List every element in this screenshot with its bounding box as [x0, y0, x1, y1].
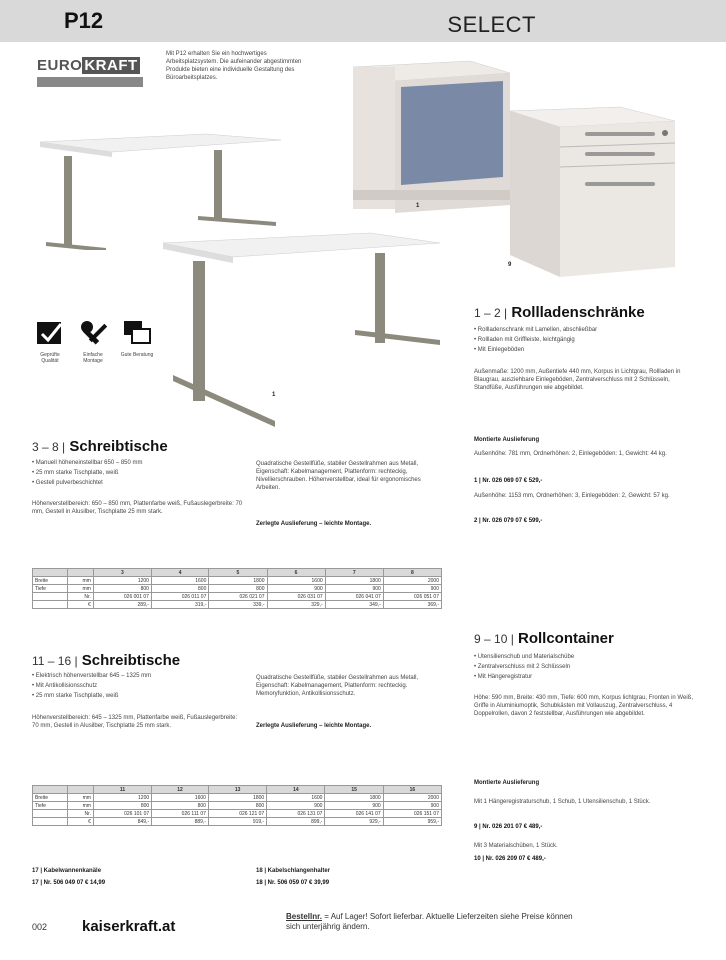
- table-row: Breite mm 1200 1600 1800 1600 1800 2000: [33, 577, 442, 585]
- bullet-item: • Elektrisch höhenverstellbar 645 – 1325 mm: [32, 671, 242, 681]
- table-row: Tiefe mm 800 800 800 900 900 900: [33, 802, 442, 810]
- page-header: [0, 0, 726, 42]
- rolladen-item2-order: 2 | Nr. 026 079 07 € 599,-: [474, 518, 543, 524]
- bullet-item: • Zentralverschluss mit 2 Schlüsseln: [474, 662, 694, 672]
- bullet-item: • Rollladen mit Griffleiste, leichtgängig: [474, 335, 694, 345]
- bullet-item: • Rollladenschrank mit Lamellen, abschließbar: [474, 325, 694, 335]
- table-row: Tiefe mm 800 800 800 900 900 900: [33, 585, 442, 593]
- table-header-row: 11 12 13 14 15 16: [33, 786, 442, 794]
- section-title-rollcontainer: [474, 630, 614, 647]
- section-number: 1 – 2 |: [474, 306, 508, 320]
- accessory2-label: 18 | Kabelschlangenhalter: [256, 868, 331, 874]
- series-name: SELECT: [447, 12, 536, 37]
- section-title-desk1: [32, 438, 168, 455]
- feature-label: Geprüfte Qualität: [40, 352, 60, 364]
- desk2-delivery: Zerlegte Auslieferung – leichte Montage.: [256, 723, 372, 729]
- product-line-code: P12: [64, 8, 104, 33]
- desk2-spec-table: [32, 785, 442, 826]
- rollcontainer-description: Höhe: 590 mm, Breite: 430 mm, Tiefe: 600 mm, Korpus lichtgrau, Fronten in Weiß, Griffe in Aluminiumoptik, Schubkästen mit Vollauszug, Zentralverschluss, 4 Doppelrollen, davon 2 feststellbar, Ausführungen wie abgebildet.: [474, 695, 693, 717]
- accessory1-label: 17 | Kabelwannenkanäle: [32, 868, 102, 874]
- desk2-description: Höhenverstellbereich: 645 – 1325 mm, Plattenfarbe weiß, Fußauslegerbreite: 70 mm, Gestell in Alusilber, Tischplatte 25 mm stark.: [32, 715, 238, 729]
- chat-icon: [122, 318, 152, 348]
- bullet-item: • 25 mm starke Tischplatte, weiß: [32, 468, 242, 478]
- bullet-item: • Gestell pulverbeschichtet: [32, 478, 242, 488]
- logo-text-part2: KRAFT: [84, 57, 138, 74]
- accessory1-order: 17 | Nr. 506 049 07 € 14,99: [32, 880, 106, 886]
- rolladen-description: Außenmaße: 1200 mm, Außentiefe 440 mm, Korpus in Lichtgrau, Rollladen in Blaugrau, ausziehbare Einlegeböden, Zentralverschluss mit 2 Schlüsseln, Standfüße, Ausführungen wie abgebildet.: [474, 369, 681, 391]
- rolladen-item1-text: Außenhöhe: 781 mm, Ordnerhöhen: 2, Einlegeböden: 1, Gewicht: 44 kg.: [474, 451, 667, 457]
- bullet-item: • Mit Antikollisionsschutz: [32, 681, 242, 691]
- feature-tools: [75, 318, 111, 364]
- table-row: Breite mm 1200 1600 1800 1600 1800 2000: [33, 794, 442, 802]
- rollcontainer-bullets: [474, 652, 694, 682]
- desk1-spec-table: [32, 568, 442, 609]
- rolladen-item2-text: Außenhöhe: 1153 mm, Ordnerhöhen: 3, Einlegeböden: 2, Gewicht: 57 kg.: [474, 493, 670, 499]
- table-row: Nr. 026 101 07 026 111 07 026 121 07 026 131 07 026 141 07 026 151 07: [33, 810, 442, 818]
- section-heading: Rollcontainer: [518, 630, 614, 647]
- rollcontainer-delivery-label: Montierte Auslieferung: [474, 780, 540, 786]
- bullet-item: • 25 mm starke Tischplatte, weiß: [32, 691, 242, 701]
- bullet-item: • Utensilienschub und Materialschübe: [474, 652, 694, 662]
- brand-logo: [34, 53, 146, 93]
- feature-quality: [32, 318, 68, 364]
- table-row: € 289,- 319,- 339,- 329,- 349,- 369,-: [33, 601, 442, 609]
- section-heading: Schreibtische: [69, 438, 168, 455]
- cabinet-image-label: 1: [416, 203, 420, 209]
- section-heading: Rollladenschränke: [511, 304, 645, 321]
- feature-label: Gute Beratung: [120, 352, 154, 358]
- tools-icon: [78, 318, 108, 348]
- rolladen-delivery-label: Montierte Auslieferung: [474, 437, 540, 443]
- footer-url[interactable]: kaiserkraft.at: [82, 918, 176, 935]
- desk1-bullets: [32, 458, 242, 488]
- bullet-item: • Mit Einlegeböden: [474, 345, 694, 355]
- note-brand: Bestellnr.: [286, 912, 323, 921]
- section-heading: Schreibtische: [81, 652, 181, 669]
- feature-label: Einfache Montage: [83, 352, 103, 364]
- section-title-desk2: [32, 652, 180, 669]
- rollcontainer-item2-order: 10 | Nr. 026 209 07 € 489,-: [474, 856, 546, 862]
- logo-text-part1: EURO: [37, 57, 83, 74]
- desk1-description: Höhenverstellbereich: 650 – 850 mm, Plattenfarbe weiß, Fußauslegerbreite: 70 mm, Gestell in Alusilber, Tischplatte 25 mm stark.: [32, 501, 243, 515]
- feature-chat: [119, 318, 155, 358]
- desk2-bullets: [32, 671, 242, 701]
- section-number: 3 – 8 |: [32, 440, 66, 454]
- note-text: = Auf Lager! Sofort lieferbar. Aktuelle Lieferzeiten siehe Preise können sich unterjährig ändern.: [286, 912, 573, 931]
- section-number: 9 – 10 |: [474, 632, 514, 646]
- rolladen-bullets: [474, 325, 694, 355]
- rollcontainer-item2-text: Mit 3 Materialschüben, 1 Stück.: [474, 843, 558, 849]
- desk-image-bottom: [155, 225, 445, 435]
- desk-image-label: 1: [272, 392, 276, 398]
- intro-text: Mit P12 erhalten Sie ein hochwertiges Arbeitsplatzsystem. Die aufeinander abgestimmten Produkte bieten eine individuelle Gestaltung des Büroarbeitsplatzes.: [166, 51, 302, 81]
- desk1-description2: Quadratische Gestellfüße, stabiler Gestellrahmen aus Metall, Eigenschaft: Kabelmanagement, Plattenform: rechteckig, Nivellierschrauben. Höhenverstellbar, ideal für ergonomisches Arbeiten.: [256, 461, 421, 491]
- pedestal-image-label: 9: [508, 262, 512, 268]
- desk2-description2: Quadratische Gestellfüße, stabiler Gestellrahmen aus Metall, Eigenschaft: Kabelmanagement, Plattenform: rechteckig. Memoryfunktion, Antikollisionsschutz.: [256, 675, 419, 697]
- rolladen-cabinet-image: [345, 55, 515, 215]
- desk1-delivery: Zerlegte Auslieferung – leichte Montage.: [256, 521, 372, 527]
- page-number: 002: [32, 922, 48, 932]
- table-header-row: 3 4 5 6 7 8: [33, 569, 442, 577]
- logo-bar: [37, 77, 143, 87]
- quality-icon: [35, 318, 65, 348]
- footer-note: [286, 912, 586, 932]
- table-row: € 849,- 889,- 919,- 899,- 929,- 959,-: [33, 818, 442, 826]
- table-row: Nr. 026 001 07 026 011 07 026 021 07 026 031 07 026 041 07 026 051 07: [33, 593, 442, 601]
- bullet-item: • Mit Hängeregistratur: [474, 672, 694, 682]
- bullet-item: • Manuell höheneinstellbar 650 – 850 mm: [32, 458, 242, 468]
- section-number: 11 – 16 |: [32, 654, 78, 668]
- rollcontainer-item1-order: 9 | Nr. 026 201 07 € 489,-: [474, 824, 543, 830]
- section-title-rolladen: [474, 304, 645, 321]
- rolladen-item1-order: 1 | Nr. 026 069 07 € 529,-: [474, 478, 543, 484]
- rollcontainer-item1-text: Mit 1 Hängeregistraturschub, 1 Schub, 1 Utensilienschub, 1 Stück.: [474, 799, 651, 805]
- accessory2-order: 18 | Nr. 506 059 07 € 39,99: [256, 880, 330, 886]
- rollcontainer-image: [500, 105, 680, 285]
